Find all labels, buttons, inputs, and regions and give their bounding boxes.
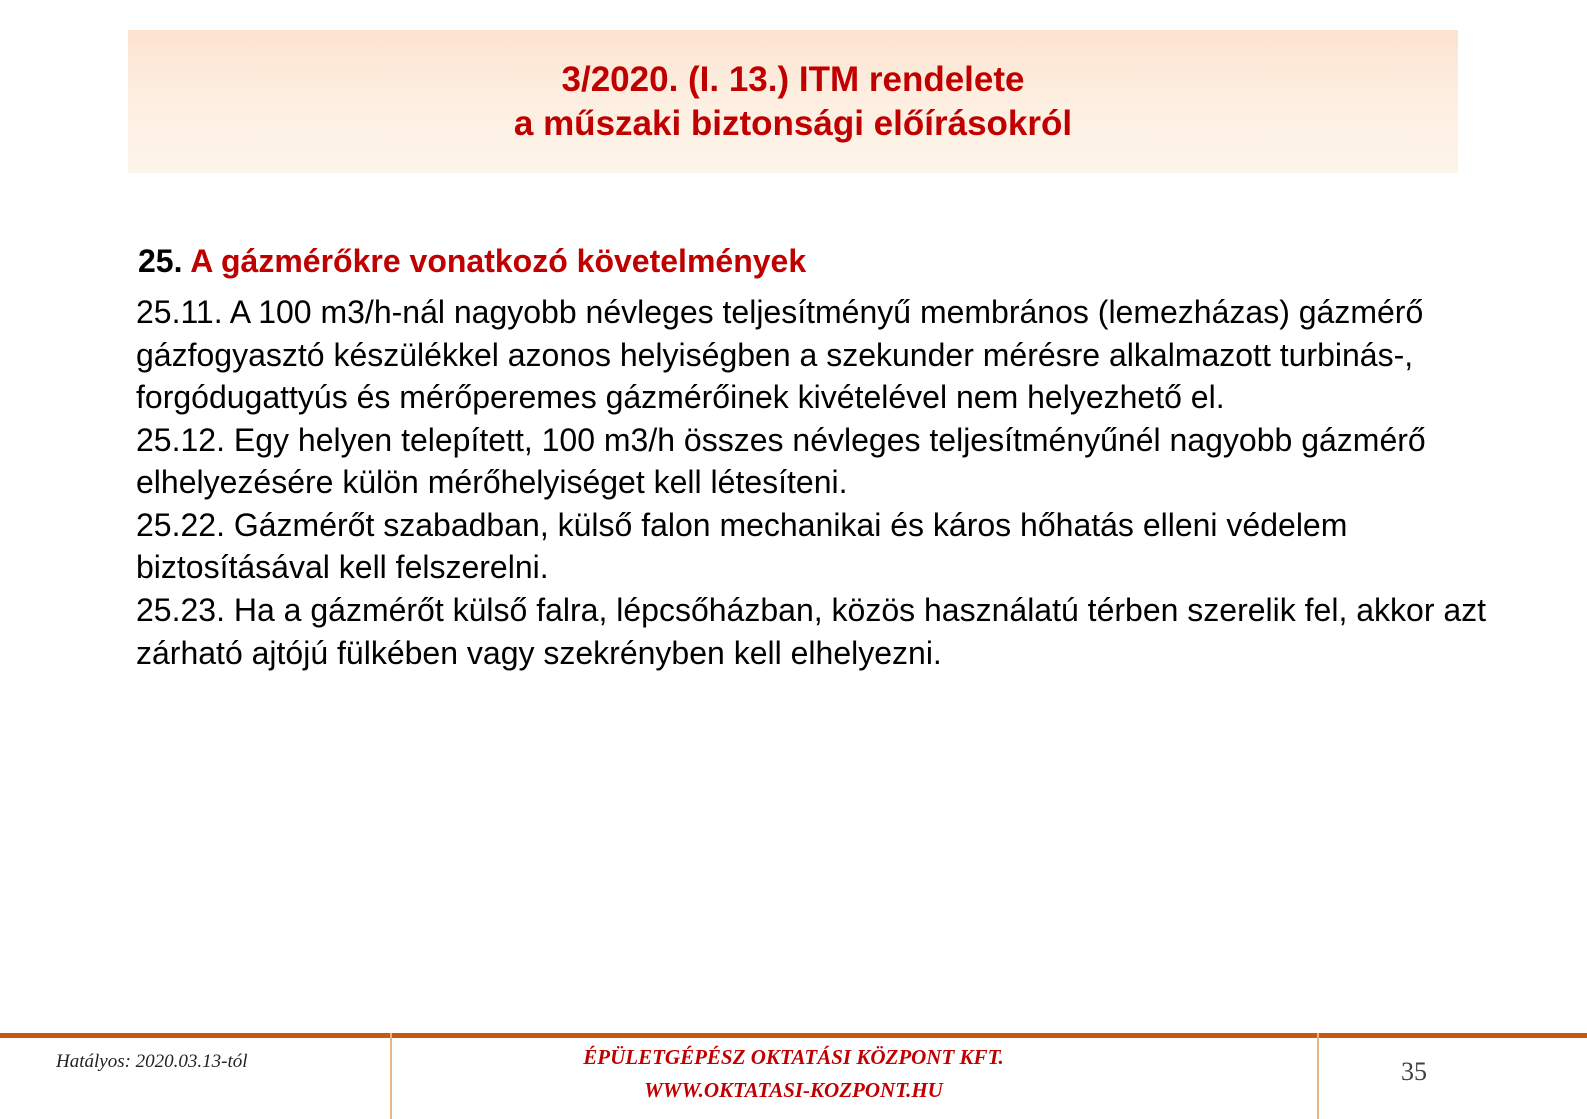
paragraph-25-12: 25.12. Egy helyen telepített, 100 m3/h összes névleges teljesítményűnél nagyobb gázmérő elhelyezésére külön mérőhelyiséget kell létesíteni. <box>136 421 1426 501</box>
paragraph-25-11: 25.11. A 100 m3/h-nál nagyobb névleges teljesítményű membrános (lemezházas) gázmérő gázfogyasztó készülékkel azonos helyiségben a szekunder mérésre alkalmazott turbinás-, forgódugattyús és mérőperemes gázmérőinek kivételével nem helyezhető el. <box>136 294 1424 416</box>
paragraph-25-23: 25.23. Ha a gázmérőt külső falra, lépcsőházban, közös használatú térben szerelik fel, akkor azt zárható ajtójú fülkében vagy szekrényben kell elhelyezni. <box>136 592 1487 671</box>
title-line-1: 3/2020. (I. 13.) ITM rendelete <box>561 59 1025 99</box>
footer-company-website: WWW.OKTATASI-KOZPONT.HU <box>644 1077 943 1102</box>
title-line-2: a műszaki biztonsági előírásokról <box>513 103 1073 143</box>
section-heading-text: A gázmérőkre vonatkozó követelmények <box>190 243 807 279</box>
footer-validity-text: Hatályos: 2020.03.13-tól <box>56 1051 248 1072</box>
footer <box>0 1029 1587 1119</box>
title-banner <box>128 30 1458 173</box>
page-number: 35 <box>1401 1057 1427 1086</box>
footer-company <box>0 1041 1587 1106</box>
content-body <box>110 240 1510 674</box>
paragraph-25-22: 25.22. Gázmérőt szabadban, külső falon mechanikai és káros hőhatás elleni védelem biztosításával kell felszerelni. <box>136 506 1348 586</box>
section-heading-number: 25. <box>138 243 183 279</box>
footer-company-name: ÉPÜLETGÉPÉSZ OKTATÁSI KÖZPONT KFT. <box>583 1045 1004 1069</box>
section-heading <box>138 240 1510 283</box>
